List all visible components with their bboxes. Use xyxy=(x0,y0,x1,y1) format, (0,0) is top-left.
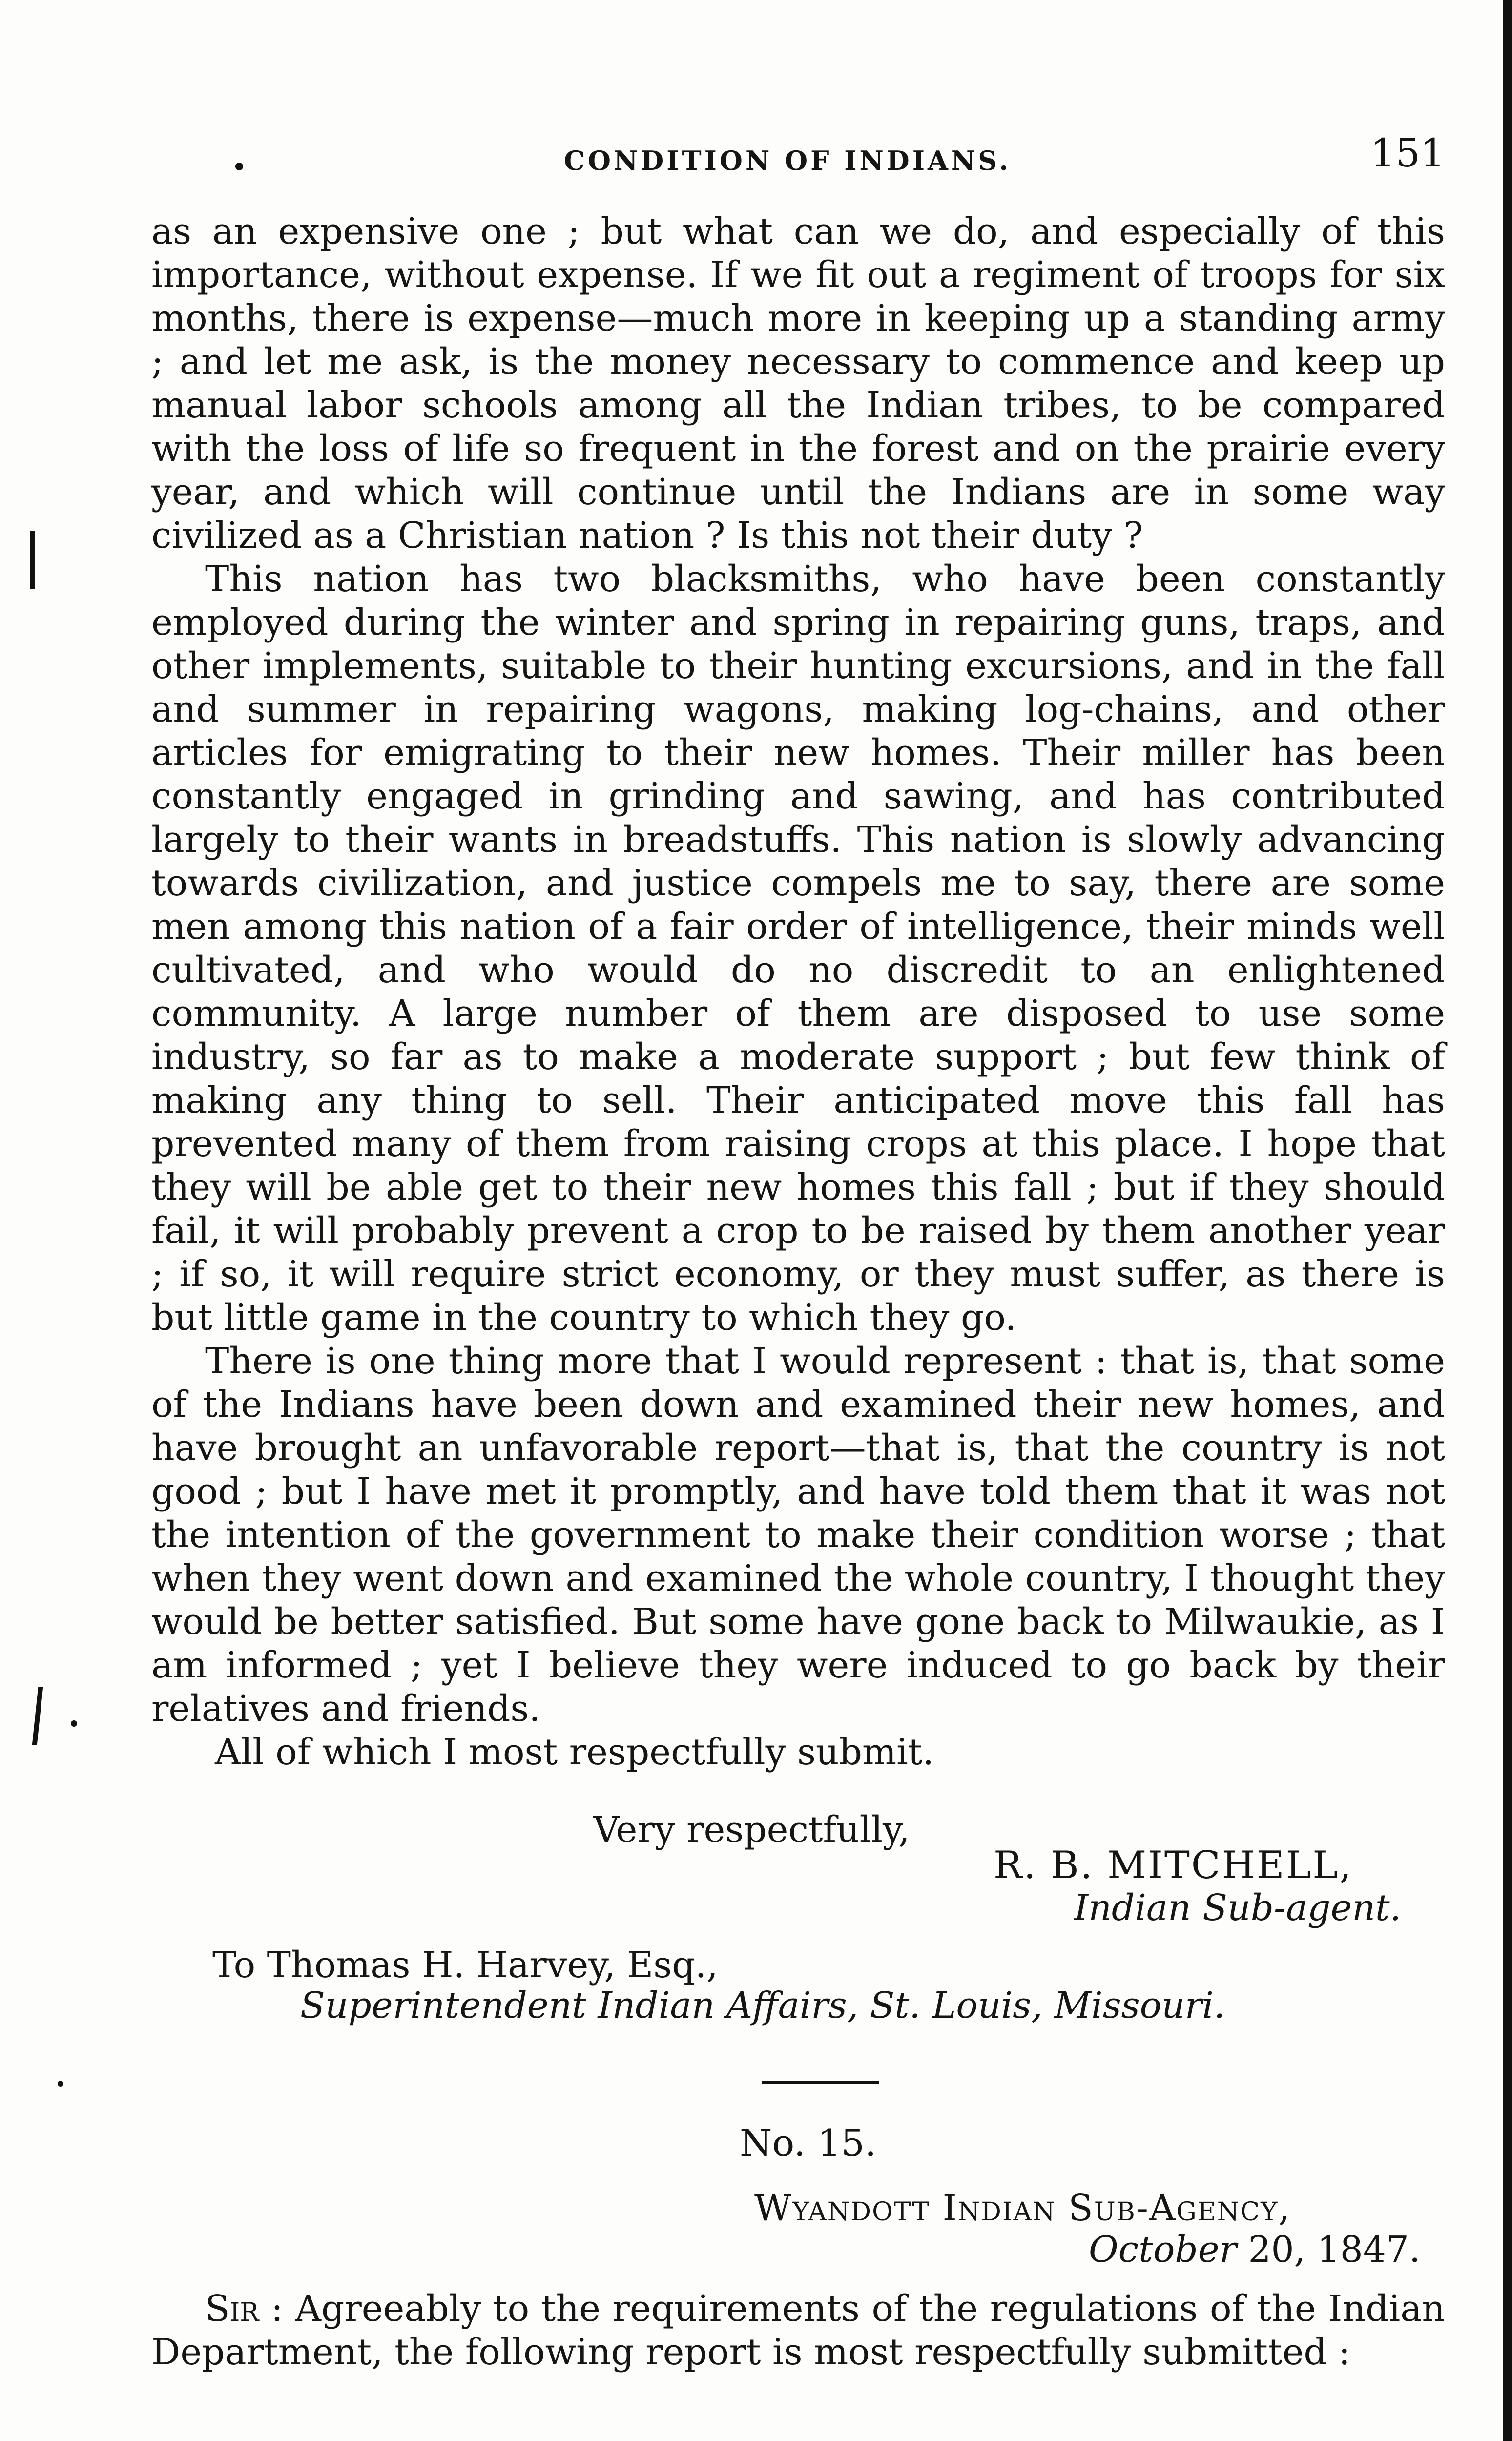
opening-text xyxy=(151,2287,1445,2374)
margin-mark xyxy=(30,531,35,589)
signer-name: R. B. MITCHELL, xyxy=(994,1843,1353,1887)
date-rest: 20, 1847. xyxy=(1236,2229,1421,2271)
date-month: October xyxy=(1089,2229,1237,2271)
page-edge-shadow xyxy=(1503,0,1512,2441)
page-header xyxy=(146,124,1445,183)
paragraph-1: as an expensive one ; but what can we do, and especially of this importance, without expense. If we fit out a regiment of troops for six months, there is expense—much more in keeping up a standing army ; and let me ask, is the money necessary to commence and keep up manual labor schools among all the Indian tribes, to be compared with the loss of life so frequent in the forest and on the prairie every year, and which will continue until the Indians are in some way civilized as a Christian nation ? Is this not their duty ? xyxy=(151,210,1445,557)
document-number: No. 15. xyxy=(740,2121,877,2165)
running-head: CONDITION OF INDIANS. xyxy=(564,145,1012,176)
valediction: Very respectfully, xyxy=(593,1809,910,1851)
ink-speck xyxy=(58,2081,63,2087)
signer-title: Indian Sub-agent. xyxy=(1074,1887,1402,1929)
margin-mark xyxy=(32,1687,43,1745)
letter-date xyxy=(1089,2229,1421,2271)
ink-speck xyxy=(71,1720,77,1727)
paragraph-2: This nation has two blacksmiths, who have been constantly employed during the winter and spring in repairing guns, traps, and other implements, suitable to their hunting excursions, and in the fall and summer in repairing wagons, making log-chains, and other articles for emigrating to their new homes. Their miller has been constantly engaged in grinding and sawing, and has contributed largely to their wants in breadstuffs. This nation is slowly advancing towards civilization, and justice compels me to say, there are some men among this nation of a fair order of intelligence, their minds well cultivated, and who would do no discredit to an enlightened community. A large number of them are disposed to use some industry, so far as to make a moderate support ; but few think of making any thing to sell. Their anticipated move this fall has prevented many of them from raising crops at this place. I hope that they will be able get to their new homes this fall ; but if they should fail, it will probably prevent a crop to be raised by them another year ; if so, it will require strict economy, or they must suffer, as there is but little game in the country to which they go. xyxy=(151,558,1445,1339)
agency-heading: Wyandott Indian Sub-Agency, xyxy=(754,2187,1291,2229)
page-number: 151 xyxy=(1370,130,1445,176)
letter-body xyxy=(151,210,1445,1774)
addressee-line: To Thomas H. Harvey, Esq., xyxy=(212,1944,718,1986)
addressee-title: Superintendent Indian Affairs, St. Louis, Missouri. xyxy=(300,1985,1225,2027)
opening-paragraph xyxy=(151,2287,1445,2374)
closing-line: All of which I most respectfully submit. xyxy=(215,1731,934,1773)
paragraph-3: There is one thing more that I would represent : that is, that some of the Indians have been down and examined their new homes, and have brought an unfavorable report—that is, that the country is not good ; but I have met it promptly, and have told them that it was not the intention of the government to make their condition worse ; that when they went down and examined the whole country, I thought they would be better satisfied. But some have gone back to Milwaukie, as I am informed ; yet I believe they were induced to go back by their relatives and friends. xyxy=(151,1340,1445,1730)
section-divider xyxy=(762,2081,879,2084)
salutation: Sir : xyxy=(205,2288,283,2330)
opening-body: Agreeably to the requirements of the regulations of the Indian Department, the following report is most respectfully submitted : xyxy=(151,2288,1445,2373)
